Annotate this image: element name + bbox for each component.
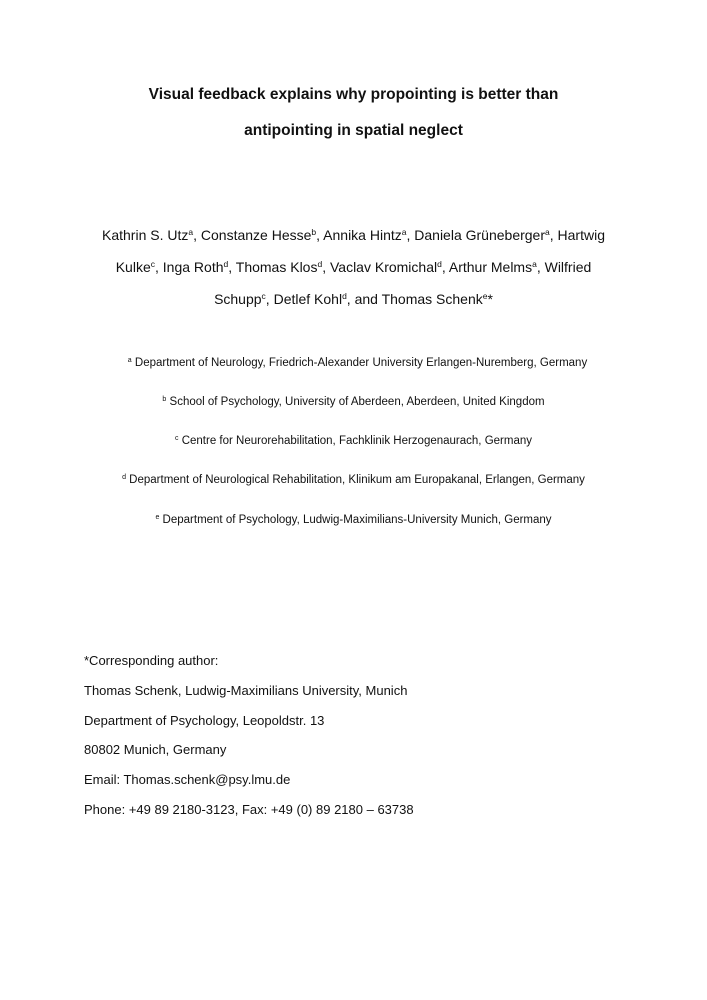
author-separator: * (487, 291, 493, 307)
correspondence-email: Email: Thomas.schenk@psy.lmu.de (84, 772, 291, 787)
title-line-1: Visual feedback explains why propointing is better than (148, 86, 559, 103)
author-name: Schupp (214, 291, 262, 307)
author-separator: , and (346, 291, 382, 307)
correspondence-heading: *Corresponding author: (84, 653, 219, 668)
author-name: Vaclav Kromichal (329, 259, 438, 275)
affiliation-text: Department of Psychology, Ludwig-Maximilians-University Munich, Germany (162, 514, 552, 526)
author-name: Daniela Grüneberger (414, 227, 546, 243)
author-name: Constanze Hesse (200, 227, 312, 243)
affiliation-mark: a (545, 227, 550, 237)
affiliation-mark: d (317, 259, 323, 269)
title-line-2: antipointing in spatial neglect (244, 122, 463, 139)
affiliation-mark: a (532, 259, 537, 269)
correspondence-name: Thomas Schenk, Ludwig-Maximilians University, Munich (84, 683, 408, 698)
author-separator: , (441, 259, 449, 275)
affiliation-item (0, 514, 707, 526)
affiliation-item (0, 396, 707, 408)
author-separator: , Wilfried (536, 259, 592, 275)
author-separator: , (155, 259, 163, 275)
affiliation-mark: a (127, 357, 132, 364)
author-line-3 (0, 292, 707, 306)
affiliation-text: Department of Neurology, Friedrich-Alexander University Erlangen-Nuremberg, Germany (134, 357, 588, 369)
affiliation-text: School of Psychology, University of Aberdeen, Aberdeen, United Kingdom (169, 396, 545, 408)
author-line-2 (0, 260, 707, 274)
author-separator: , (406, 227, 415, 243)
correspondence-phone: Phone: +49 89 2180-3123, Fax: +49 (0) 89 2180 – 63738 (84, 802, 414, 817)
affiliation-item (0, 474, 707, 486)
author-separator: , Hartwig (549, 227, 605, 243)
affiliation-item (0, 435, 707, 447)
affiliation-mark: d (223, 259, 229, 269)
author-name: Annika Hintz (323, 227, 402, 243)
author-name: Kathrin S. Utz (102, 227, 189, 243)
affiliation-mark: b (162, 396, 167, 403)
author-separator: , (322, 259, 330, 275)
affiliation-text: Centre for Neurorehabilitation, Fachklinik Herzogenaurach, Germany (181, 435, 532, 447)
affiliation-text: Department of Neurological Rehabilitation, Klinikum am Europakanal, Erlangen, Germany (129, 474, 585, 486)
author-name: Inga Roth (162, 259, 224, 275)
author-separator: , (316, 227, 324, 243)
affiliation-mark: e (155, 514, 160, 521)
affiliation-mark: c (150, 259, 155, 269)
author-name: Kulke (115, 259, 151, 275)
author-separator: , (193, 227, 201, 243)
affiliation-mark: a (188, 227, 194, 237)
author-name: Thomas Schenk (381, 291, 483, 307)
affiliation-mark: e (482, 291, 488, 301)
affiliation-mark: d (437, 259, 442, 269)
affiliation-mark: c (261, 291, 266, 301)
affiliation-mark: b (311, 227, 317, 237)
correspondence-department: Department of Psychology, Leopoldstr. 13 (84, 713, 325, 728)
affiliation-mark: d (122, 474, 126, 481)
author-name: Thomas Klos (235, 259, 318, 275)
author-line-1 (0, 228, 707, 242)
author-separator: , (265, 291, 274, 307)
author-name: Arthur Melms (448, 259, 533, 275)
author-name: Detlef Kohl (273, 291, 343, 307)
correspondence-city: 80802 Munich, Germany (84, 742, 227, 757)
affiliation-item (4, 357, 707, 369)
affiliation-mark: d (342, 291, 347, 301)
author-separator: , (228, 259, 236, 275)
affiliation-mark: c (175, 435, 179, 442)
affiliation-mark: a (401, 227, 407, 237)
